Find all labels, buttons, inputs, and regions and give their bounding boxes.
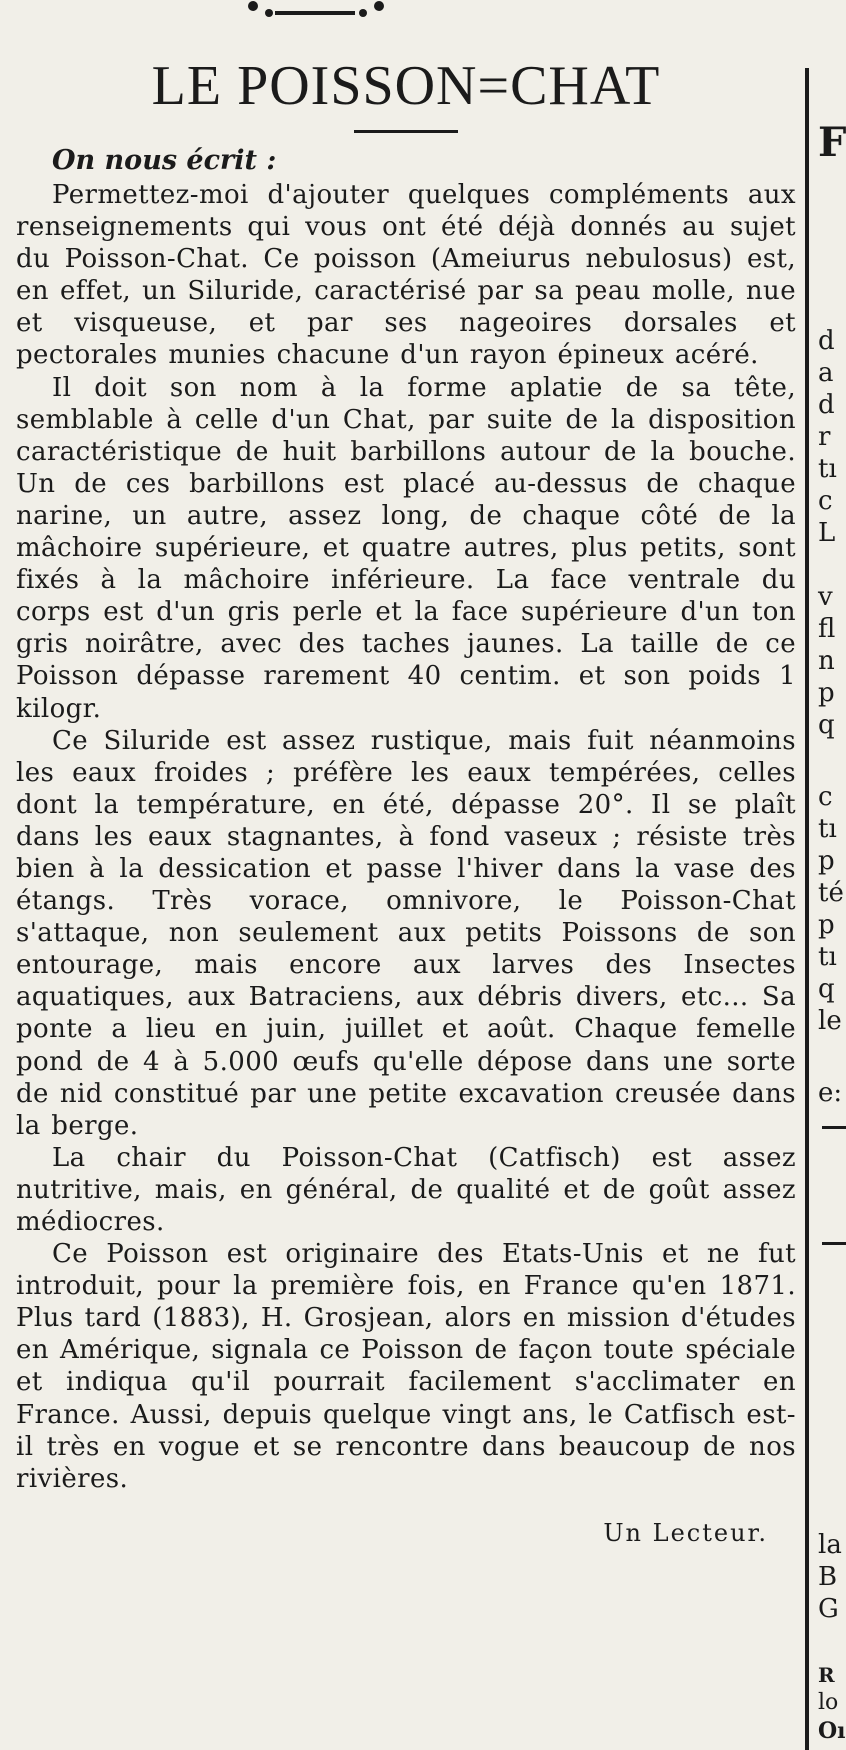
column-rule [805, 68, 809, 1750]
adjacent-fragment: Oı [818, 1718, 846, 1744]
adjacent-fragment: q [818, 974, 835, 1004]
title-rule [354, 130, 458, 133]
adjacent-fragment: tı [818, 942, 837, 972]
article-intro: On nous écrit : [52, 145, 277, 176]
adjacent-fragment: tı [818, 814, 837, 844]
adjacent-fragment: tı [818, 454, 837, 484]
adjacent-fragment: n [818, 646, 835, 676]
paragraph-4: La chair du Poisson-Chat (Catfisch) est assez nutritive, mais, en général, de qualité et de goût assez médiocres. [16, 1142, 796, 1237]
adjacent-fragment: R [818, 1663, 835, 1687]
paragraph-3: Ce Siluride est assez rustique, mais fuit néanmoins les eaux froides ; préfère les eaux tempérées, celles dont la température, en été, dépasse 20°. Il se plaît dans les eaux stagnantes, à fond vaseux ; résiste très bien à la dessication et passe l'hiver dans la vase des étangs. Très vorace, omnivore, le Poisson-Chat s'attaque, non seulement aux petits Poissons de son entourage, mais encore aux larves des Insectes aquatiques, aux Batraciens, aux débris divers, etc... Sa ponte a lieu en juin, juillet et août. Chaque femelle pond de 4 à 5.000 œufs qu'elle dépose dans une sorte de nid constitué par une petite excavation creusée dans la berge. [16, 725, 796, 1141]
article-column [16, 48, 796, 1547]
adjacent-fragment: la [818, 1530, 842, 1560]
adjacent-fragment: G [818, 1594, 839, 1624]
paragraph-5: Ce Poisson est originaire des Etats-Unis et ne fut introduit, pour la première fois, en France qu'en 1871. Plus tard (1883), H. Grosjean, alors en mission d'études en Amérique, signala ce Poisson de façon toute spéciale et indiqua qu'il pourrait facilement s'acclimater en France. Aussi, depuis quelque vingt ans, le Catfisch est-il très en vogue et se rencontre dans beaucoup de nos rivières. [16, 1239, 796, 1494]
paragraph-1: Permettez-moi d'ajouter quelques compléments aux renseignements qui vous ont été déjà donnés au sujet du Poisson-Chat. Ce poisson (Ameiurus nebulosus) est, en effet, un Siluride, caractérisé par sa peau molle, nue et visqueuse, et par ses nageoires dorsales et pectorales munies chacune d'un rayon épineux acéré. [16, 180, 796, 371]
adjacent-fragment: c [818, 486, 833, 516]
paragraph-2: Il doit son nom à la forme aplatie de sa tête, semblable à celle d'un Chat, par suite de la disposition caractéristique de huit barbillons autour de la bouche. Un de ces barbillons est placé au-dessus de chaque narine, un autre, assez long, de chaque côté de la mâchoire supérieure, et quatre autres, plus petits, sont fixés à la mâchoire inférieure. La face ventrale du corps est d'un gris perle et la face supérieure d'un ton gris noirâtre, avec des taches jaunes. La taille de ce Poisson dépasse rarement 40 centim. et son poids 1 kilogr. [16, 372, 796, 724]
adjacent-fragment: fl [818, 614, 836, 644]
adjacent-fragment: e: [818, 1078, 843, 1108]
adjacent-fragment: q [818, 710, 835, 740]
adjacent-fragment: d [818, 390, 835, 420]
article-title: LE POISSON=CHAT [151, 55, 661, 117]
adjacent-fragment: c [818, 782, 833, 812]
adjacent-fragment: p [818, 678, 835, 708]
adjacent-fragment: té [818, 878, 844, 908]
adjacent-fragment: r [818, 422, 831, 452]
adjacent-fragment: lo [818, 1690, 839, 1715]
adjacent-fragment: d [818, 326, 835, 356]
adjacent-dash [822, 1126, 846, 1129]
adjacent-dash [822, 1242, 846, 1245]
adjacent-fragment: B [818, 1562, 838, 1592]
adjacent-fragment: p [818, 910, 835, 940]
adjacent-fragment: a [818, 358, 834, 388]
ornament-divider [245, 0, 405, 20]
article-signature: Un Lecteur. [603, 1518, 768, 1547]
adjacent-fragment: v [818, 582, 833, 612]
adjacent-fragment: le [818, 1006, 842, 1036]
adjacent-fragment: p [818, 846, 835, 876]
adjacent-fragment: L [818, 518, 836, 548]
adjacent-fragment: F [818, 119, 846, 166]
